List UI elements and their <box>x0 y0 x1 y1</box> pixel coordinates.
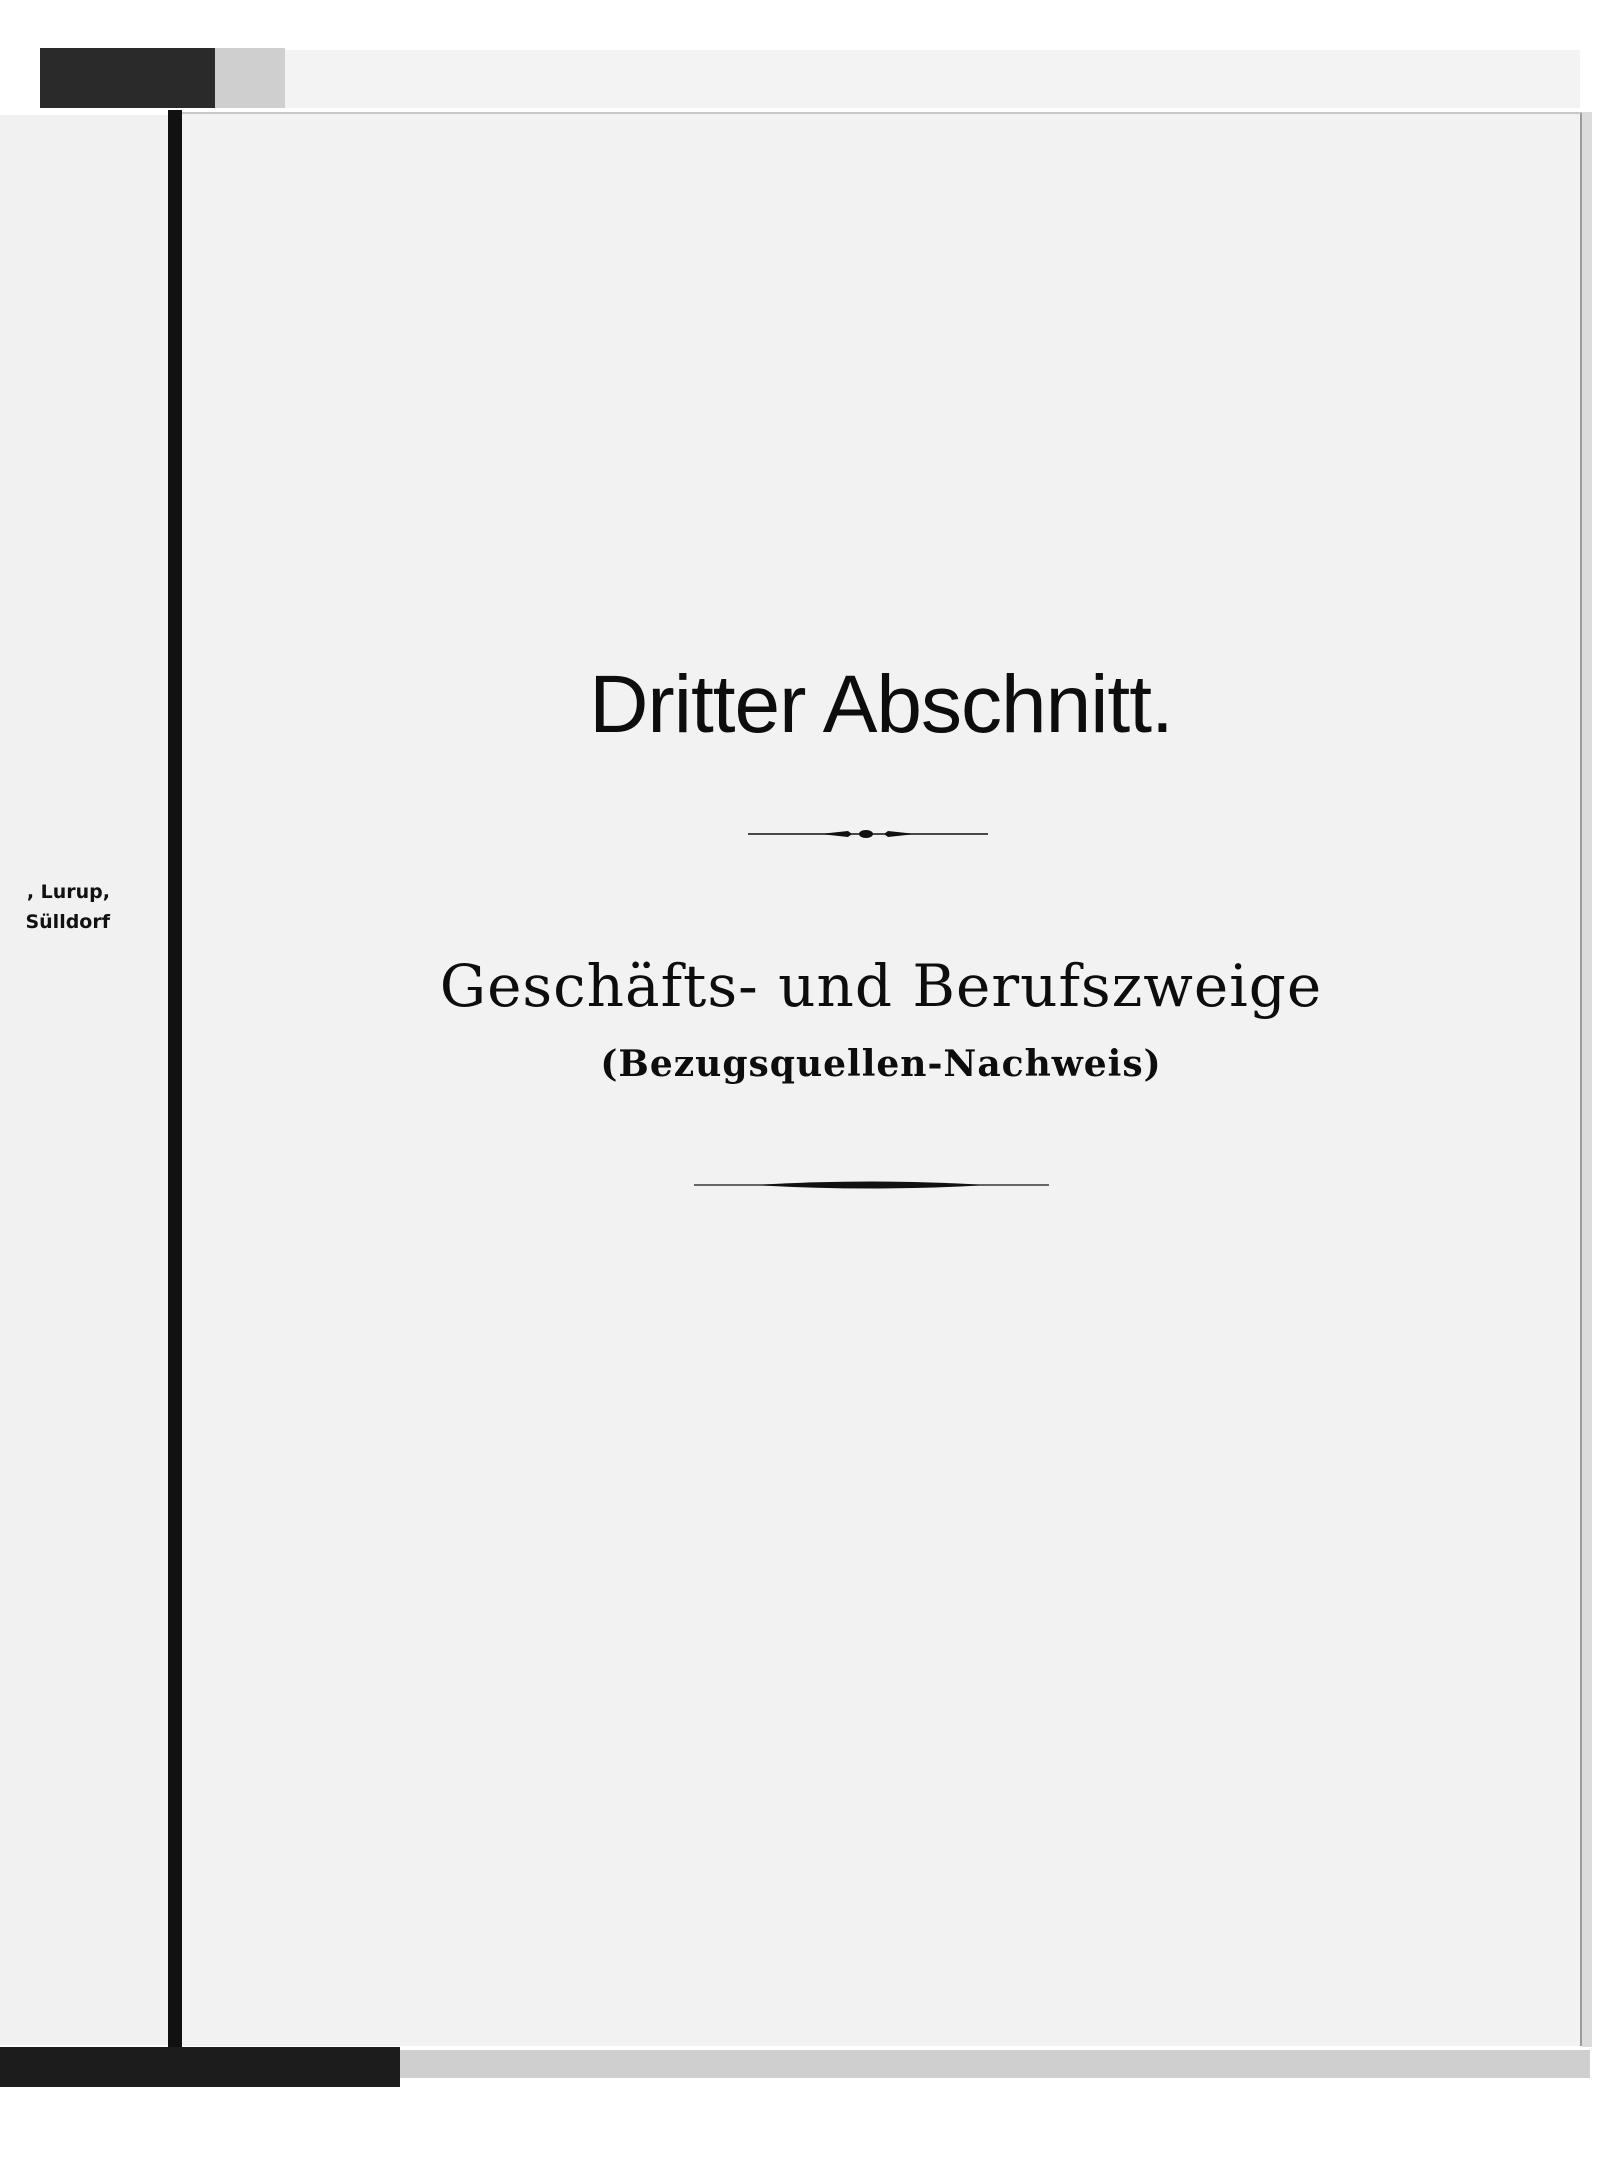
section-heading: Dritter Abschnitt. <box>589 659 1173 750</box>
page-edge-shadow <box>1582 112 1592 2047</box>
scan-edge-dark <box>40 48 215 108</box>
left-facing-page <box>0 115 170 2045</box>
left-page-line: , Lurup, <box>26 881 110 903</box>
scan-bottom-edge-dark <box>0 2047 400 2087</box>
left-page-line: Sülldorf <box>25 911 110 933</box>
section-subheading: Geschäfts- und Berufszweige <box>439 952 1323 1020</box>
scan-bottom-edge-gray <box>400 2050 1590 2078</box>
scan-edge-gray <box>215 48 285 108</box>
section-subnote: (Bezugsquellen-Nachweis) <box>600 1043 1162 1085</box>
book-gutter <box>168 110 182 2050</box>
left-page-text <box>0 877 110 937</box>
tapered-rule-icon <box>694 1178 1049 1192</box>
ornament-divider-icon <box>748 826 988 842</box>
scan-edge-light <box>285 50 1580 108</box>
